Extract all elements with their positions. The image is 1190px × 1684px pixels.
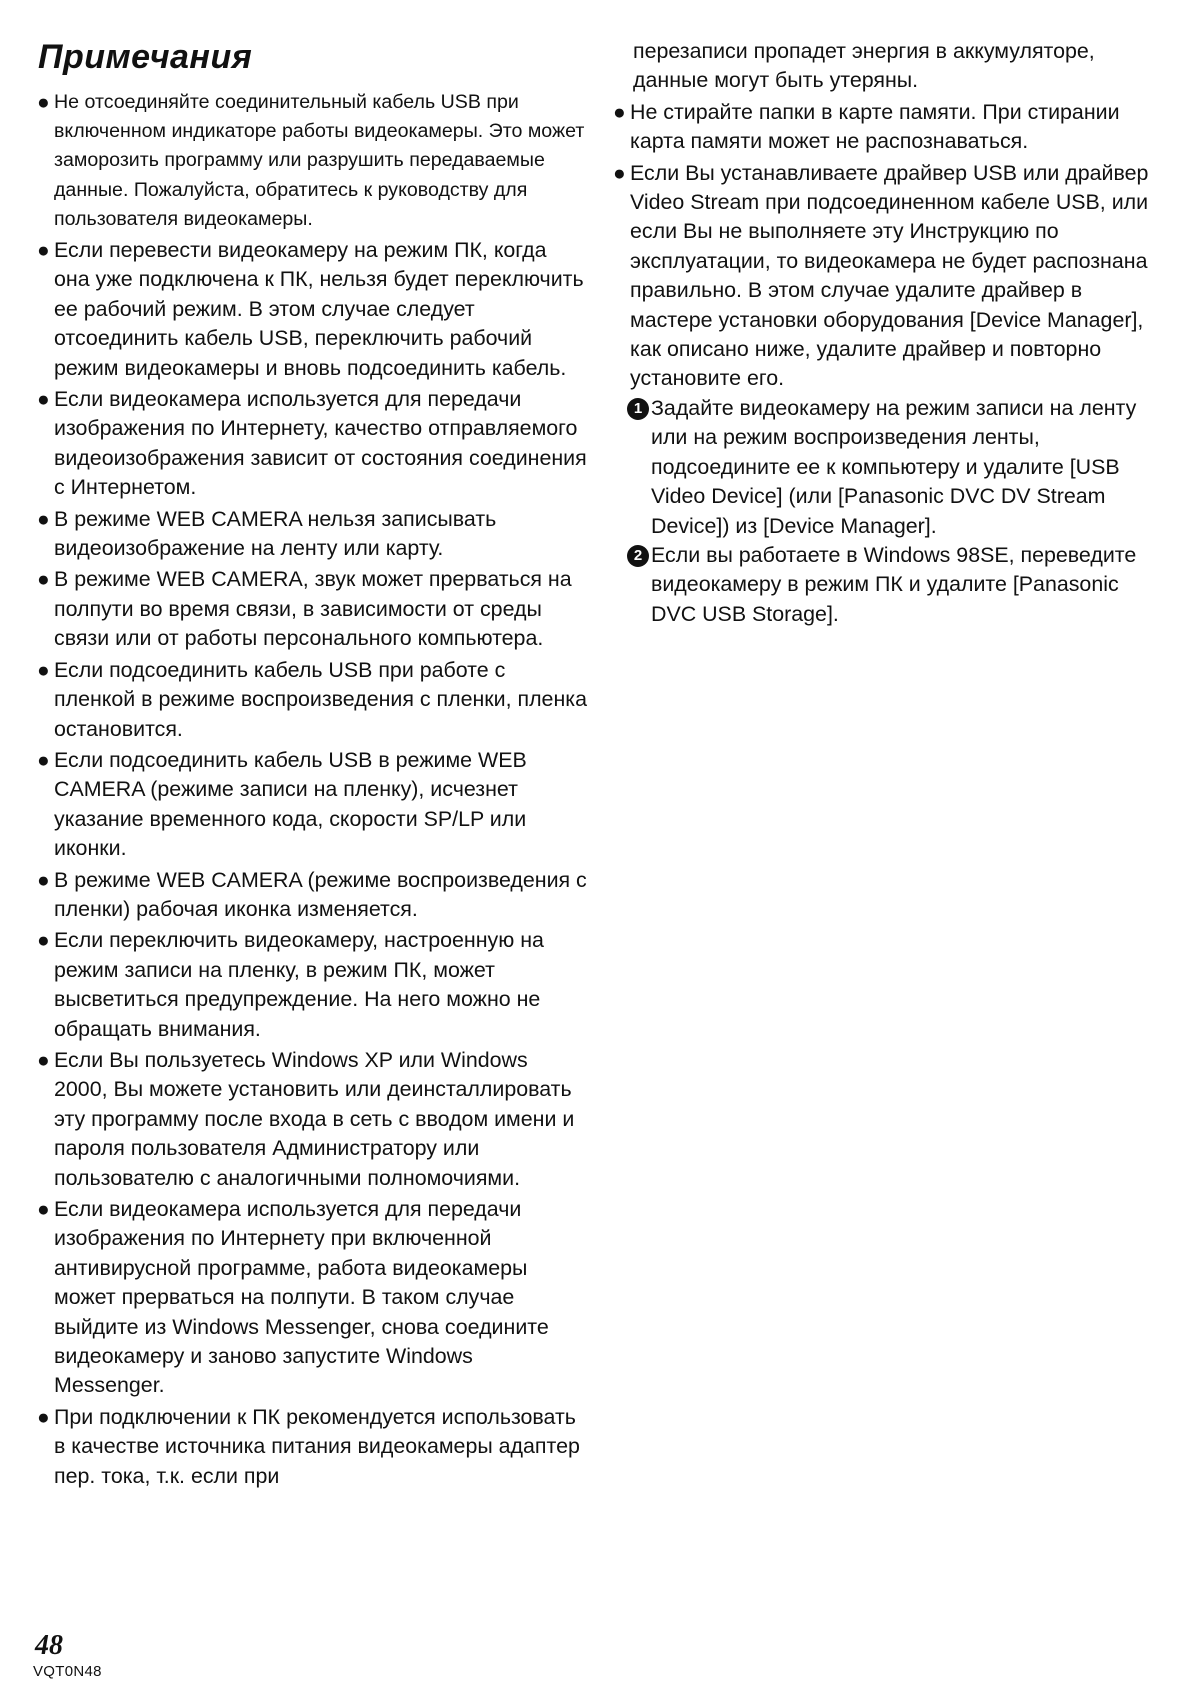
step-text: Если вы работаете в Windows 98SE, переведите видеокамеру в режим ПК и удалите [Panasonic DVC USB Storage].	[651, 542, 1137, 626]
document-code: VQT0N48	[33, 1663, 102, 1680]
step-1-icon: 1	[627, 398, 649, 420]
note-item	[35, 1046, 587, 1193]
bullet-icon: ●	[613, 100, 626, 124]
note-item	[35, 866, 587, 925]
bullet-icon: ●	[37, 239, 50, 263]
step-item	[611, 394, 1167, 541]
note-item	[35, 88, 587, 234]
note-item	[35, 656, 587, 744]
page-title: Примечания	[38, 38, 253, 76]
bullet-icon: ●	[37, 658, 50, 682]
note-text: При подключении к ПК рекомендуется использовать в качестве источника питания видеокамеры адаптер пер. тока, т.к. если при	[54, 1404, 580, 1488]
note-text: В режиме WEB CAMERA нельзя записывать видеоизображение на ленту или карту.	[54, 506, 497, 561]
note-text: Если Вы пользуетесь Windows XP или Windows 2000, Вы можете установить или деинсталлировать эту программу после входа в сеть с вводом имени и пароля пользователя Администратору или пользователю с аналогичными полномочиями.	[54, 1047, 575, 1190]
note-item	[35, 385, 587, 503]
note-item	[35, 1195, 587, 1401]
note-text: перезаписи пропадет энергия в аккумуляторе, данные могут быть утеряны.	[633, 39, 1095, 93]
bullet-icon: ●	[37, 388, 50, 412]
note-item	[611, 98, 1167, 157]
note-text: Если подсоединить кабель USB в режиме WEB CAMERA (режиме записи на пленку), исчезнет указание временного кода, скорости SP/LP или иконки.	[54, 747, 527, 861]
note-text: Если видеокамера используется для передачи изображения по Интернету при включенной антивирусной программе, работа видеокамеры может прерваться на полпути. В таком случае выйдите из Windows Messenger, снова соедините видеокамеру и заново запустите Windows Messenger.	[54, 1197, 549, 1398]
bullet-icon: ●	[37, 1198, 50, 1222]
step-item	[611, 541, 1167, 629]
note-continuation	[611, 37, 1167, 96]
bullet-icon: ●	[37, 1048, 50, 1072]
note-item	[35, 926, 587, 1044]
bullet-icon: ●	[37, 1405, 50, 1429]
note-text: Если видеокамера используется для передачи изображения по Интернету, качество отправляемого видеоизображения зависит от состояния соединения с Интернетом.	[54, 387, 587, 500]
notes-right-column	[611, 37, 1167, 629]
bullet-icon: ●	[37, 929, 50, 953]
bullet-icon: ●	[37, 91, 50, 114]
bullet-icon: ●	[37, 868, 50, 892]
note-item	[35, 565, 587, 653]
note-item	[35, 505, 587, 564]
note-text: Если перевести видеокамеру на режим ПК, когда она уже подключена к ПК, нельзя будет переключить ее рабочий режим. В этом случае следует отсоединить кабель USB, переключить рабочий режим видеокамеры и вновь подсоединить кабель.	[54, 238, 584, 380]
note-text: Не отсоединяйте соединительный кабель USB при включенном индикаторе работы видеокамеры. Это может заморозить программу или разрушить передаваемые данные. Пожалуйста, обратитесь к руководству для пользователя видеокамеры.	[54, 91, 585, 230]
note-item	[35, 1403, 587, 1491]
note-item	[35, 746, 587, 864]
note-text: В режиме WEB CAMERA (режиме воспроизведения с пленки) рабочая иконка изменяется.	[54, 867, 587, 921]
step-2-icon: 2	[627, 545, 649, 567]
note-text: Если переключить видеокамеру, настроенную на режим записи на пленку, в режим ПК, может высветиться предупреждение. На него можно не обращать внимания.	[54, 928, 544, 1041]
note-text: Если Вы устанавливаете драйвер USB или драйвер Video Stream при подсоединенном кабеле USB, или если Вы не выполняете эту Инструкцию по эксплуатации, то видеокамера не будет распознана правильно. В этом случае удалите драйвер в мастере установки оборудования [Device Manager], как описано ниже, удалите драйвер и повторно установите его.	[630, 160, 1149, 391]
step-text: Задайте видеокамеру на режим записи на ленту или на режим воспроизведения ленты, подсоедините ее к компьютеру и удалите [USB Video Device] (или [Panasonic DVC DV Stream Device]) из [Device Manager].	[651, 395, 1137, 538]
notes-left-column	[35, 88, 587, 1491]
bullet-icon: ●	[613, 161, 626, 185]
note-text: Если подсоединить кабель USB при работе с пленкой в режиме воспроизведения с пленки, пленка остановится.	[54, 657, 587, 741]
page-number: 48	[35, 1630, 63, 1661]
note-text: Не стирайте папки в карте памяти. При стирании карта памяти может не распознаваться.	[630, 99, 1120, 154]
bullet-icon: ●	[37, 507, 50, 531]
note-item	[35, 236, 587, 383]
bullet-icon: ●	[37, 748, 50, 772]
note-text: В режиме WEB CAMERA, звук может прерваться на полпути во время связи, в зависимости от среды связи или от работы персонального компьютера.	[54, 567, 572, 651]
bullet-icon: ●	[37, 568, 50, 592]
note-item	[611, 159, 1167, 394]
